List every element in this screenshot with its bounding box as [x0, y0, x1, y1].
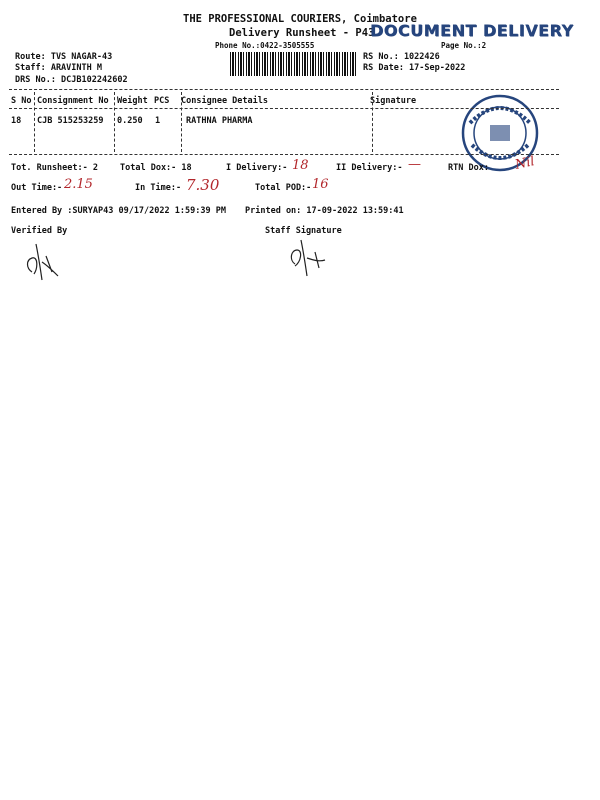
printed-on: Printed on: 17-09-2022 13:59:41	[245, 206, 404, 216]
document-delivery-stamp: DOCUMENT DELIVERY	[370, 21, 574, 40]
total-dox: Total Dox:- 18	[120, 163, 192, 173]
rs-number: RS No.: 1022426	[363, 52, 440, 62]
cell-consignee: RATHNA PHARMA	[186, 116, 253, 126]
table-bottom-rule	[9, 154, 559, 155]
verified-by-label: Verified By	[11, 226, 68, 236]
in-time-label: In Time:-	[135, 183, 182, 193]
staff-name: Staff: ARAVINTH M	[15, 63, 102, 73]
cell-sno: 18	[11, 116, 22, 126]
i-delivery-label: I Delivery:-	[226, 163, 288, 173]
col-divider	[372, 92, 373, 152]
rtn-dox-label: RTN Dox:	[448, 163, 489, 173]
in-time-value: 7.30	[186, 176, 220, 194]
cell-weight: 0.250	[117, 116, 143, 126]
cell-pcs: 1	[155, 116, 161, 126]
ii-delivery-value: —	[408, 157, 421, 172]
table-header-rule	[9, 108, 559, 109]
rtn-dox-value: Nil	[513, 154, 537, 173]
runsheet-title: Delivery Runsheet - P43	[229, 27, 375, 39]
col-header-weight: Weight	[117, 96, 148, 106]
col-divider	[114, 92, 115, 152]
out-time-label: Out Time:-	[11, 183, 63, 193]
total-pod-label: Total POD:-	[255, 183, 312, 193]
phone-number: Phone No.:0422-3505555	[215, 41, 315, 50]
company-name: THE PROFESSIONAL COURIERS, Coimbatore	[183, 13, 417, 25]
rs-date: RS Date: 17-Sep-2022	[363, 63, 466, 73]
col-header-pcs: PCS	[154, 96, 170, 106]
cell-consignment: CJB 515253259	[37, 116, 104, 126]
col-header-sno: S No	[11, 96, 32, 106]
i-delivery-value: 18	[292, 158, 309, 173]
col-header-consignment: Consignment No	[37, 96, 109, 106]
total-pod-value: 16	[312, 177, 329, 192]
col-header-consignee: Consignee Details	[181, 96, 268, 106]
col-divider	[181, 92, 182, 152]
verified-by-signature	[22, 242, 62, 282]
table-top-rule	[9, 89, 559, 90]
out-time-value: 2.15	[64, 177, 93, 192]
staff-signature	[285, 238, 330, 278]
col-header-signature: Signature	[370, 96, 417, 106]
entered-by: Entered By :SURYAP43 09/17/2022 1:59:39 PM	[11, 206, 226, 216]
tot-runsheet: Tot. Runsheet:- 2	[11, 163, 98, 173]
drs-number: DRS No.: DCJB102242602	[15, 75, 128, 85]
col-divider	[34, 92, 35, 152]
barcode	[230, 52, 357, 76]
ii-delivery-label: II Delivery:-	[336, 163, 403, 173]
staff-signature-label: Staff Signature	[265, 226, 342, 236]
route: Route: TVS NAGAR-43	[15, 52, 113, 62]
page-number: Page No.:2	[441, 41, 487, 50]
